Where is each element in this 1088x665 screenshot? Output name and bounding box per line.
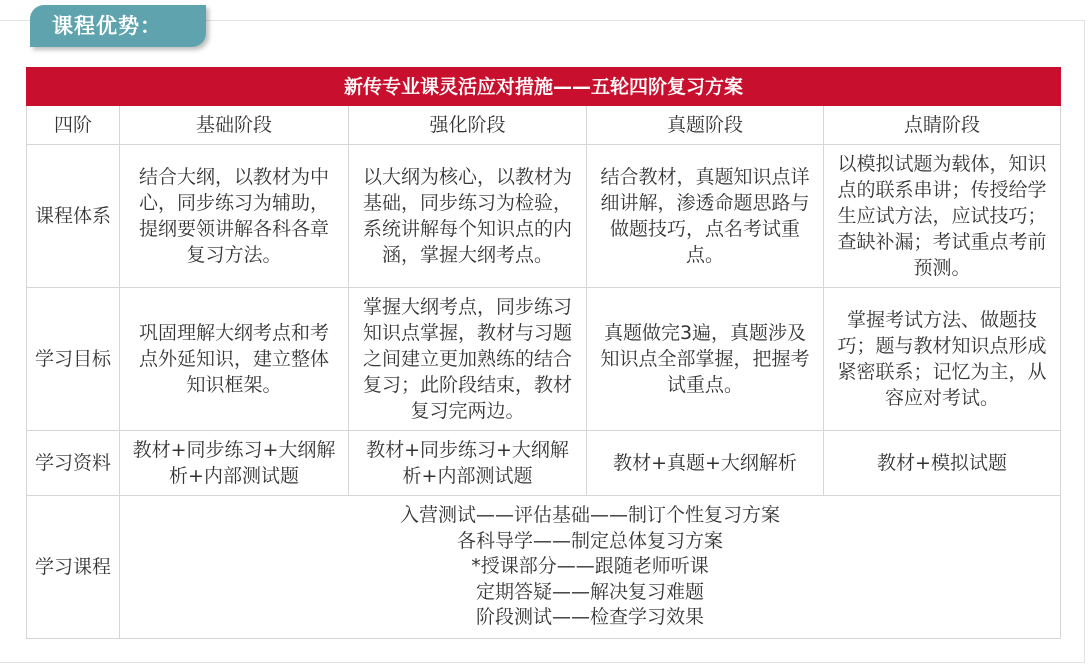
row-label: 学习课程: [27, 496, 120, 639]
row-label: 课程体系: [27, 145, 120, 288]
table-title: 新传专业课灵活应对措施——五轮四阶复习方案: [27, 68, 1061, 106]
header-real-exam: 真题阶段: [587, 106, 824, 145]
review-plan-table: [26, 67, 1061, 639]
course-step: 阶段测试——检查学习效果: [476, 606, 705, 629]
table-cell: 以模拟试题为载体，知识点的联系串讲；传授给学生应试方法，应试技巧；查缺补漏；考试重点考前预测。: [824, 145, 1061, 288]
course-cell: [120, 496, 1061, 639]
row-label: 学习资料: [27, 431, 120, 496]
table-cell: 结合大纲，以教材为中心，同步练习为辅助，提纲要领讲解各科各章复习方法。: [120, 145, 349, 288]
table-cell: 结合教材，真题知识点详细讲解，渗透命题思路与做题技巧，点名考试重点。: [587, 145, 824, 288]
table-cell: 教材+模拟试题: [824, 431, 1061, 496]
table-row: [27, 288, 1061, 431]
table-cell: 教材+同步练习+大纲解析+内部测试题: [349, 431, 587, 496]
header-final: 点睛阶段: [824, 106, 1061, 145]
table-row: [27, 496, 1061, 639]
row-label: 学习目标: [27, 288, 120, 431]
section-tab: 课程优势：: [30, 5, 206, 47]
table-cell: 真题做完3遍，真题涉及知识点全部掌握，把握考试重点。: [587, 288, 824, 431]
table-cell: 巩固理解大纲考点和考点外延知识，建立整体知识框架。: [120, 288, 349, 431]
course-step: 入营测试——评估基础——制订个性复习方案: [400, 504, 781, 527]
course-step: 各科导学——制定总体复习方案: [457, 529, 724, 552]
table-row: [27, 145, 1061, 288]
table-cell: 教材+真题+大纲解析: [587, 431, 824, 496]
course-step: 定期答疑——解决复习难题: [476, 580, 705, 603]
table-cell: 教材+同步练习+大纲解析+内部测试题: [120, 431, 349, 496]
header-stage: 四阶: [27, 106, 120, 145]
table-cell: 掌握考试方法、做题技巧；题与教材知识点形成紧密联系；记忆为主，从容应对考试。: [824, 288, 1061, 431]
course-step: *授课部分——跟随老师听课: [471, 555, 709, 578]
table-cell: 以大纲为核心，以教材为基础，同步练习为检验，系统讲解每个知识点的内涵，掌握大纲考点。: [349, 145, 587, 288]
table-cell: 掌握大纲考点，同步练习知识点掌握，教材与习题之间建立更加熟练的结合复习；此阶段结束，教材复习完两边。: [349, 288, 587, 431]
header-basic: 基础阶段: [120, 106, 349, 145]
header-intensive: 强化阶段: [349, 106, 587, 145]
table-row: [27, 431, 1061, 496]
